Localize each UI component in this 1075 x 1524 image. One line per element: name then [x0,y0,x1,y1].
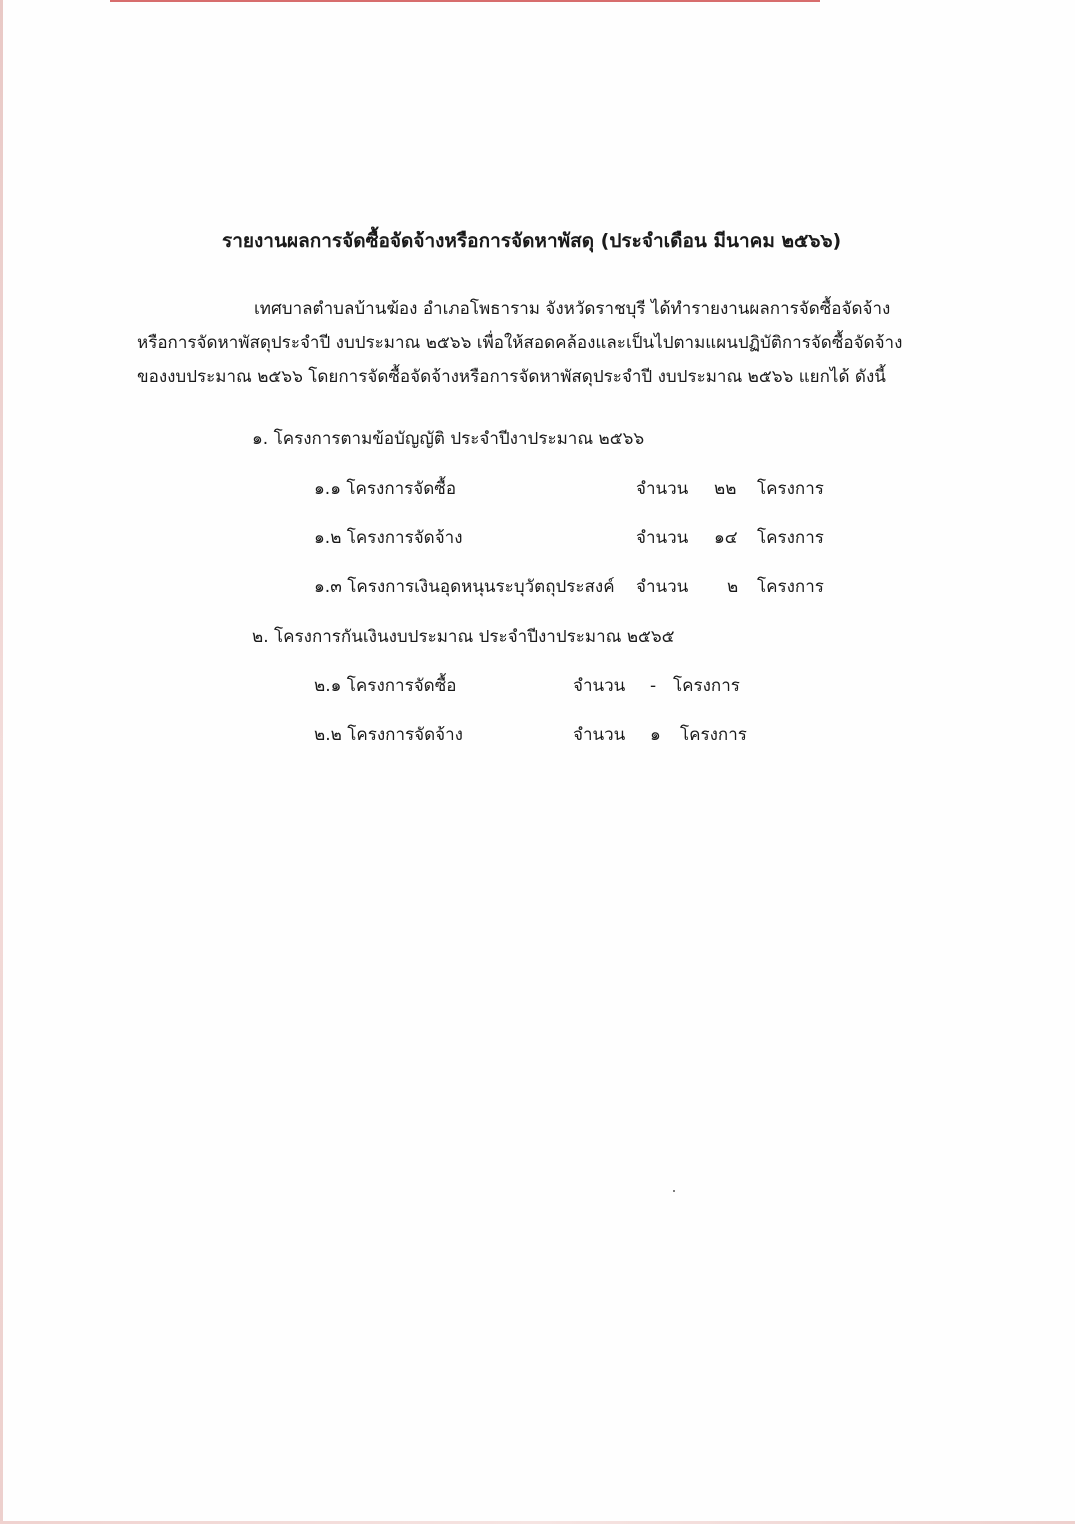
scan-edge-top [110,0,820,2]
list-item [0,671,1075,701]
item-count: ๒ [727,577,739,597]
item-count-label: จำนวน [573,676,626,696]
item-label: ๑.๓ โครงการเงินอุดหนุนระบุวัตถุประสงค์ [314,577,615,597]
section-heading: ๒. โครงการกันเงินงบประมาณ ประจำปีงาประมาณ ๒๕๖๕ [252,627,675,647]
list-item [0,523,1075,553]
item-count: ๑ [650,725,661,745]
list-item [0,720,1075,750]
scan-edge-left [0,0,3,1524]
item-count-label: จำนวน [636,528,689,548]
item-label: ๒.๑ โครงการจัดซื้อ [314,676,457,696]
intro-line: เทศบาลตำบลบ้านฆ้อง อำเภอโพธาราม จังหวัดราชบุรี ได้ทำรายงานผลการจัดซื้อจัดจ้าง [254,299,891,319]
item-count: ๑๔ [714,528,738,548]
item-label: ๒.๒ โครงการจัดจ้าง [314,725,463,745]
scan-speck [673,1190,675,1192]
document-title: รายงานผลการจัดซื้อจัดจ้างหรือการจัดหาพัสดุ (ประจำเดือน มีนาคม ๒๕๖๖) [222,230,842,252]
intro-line: หรือการจัดหาพัสดุประจำปี งบประมาณ ๒๕๖๖ เพื่อให้สอดคล้องและเป็นไปตามแผนปฏิบัติการจัดซื้อจัดจ้าง [137,333,903,353]
item-count-label: จำนวน [573,725,626,745]
item-label: ๑.๑ โครงการจัดซื้อ [314,479,457,499]
item-unit: โครงการ [757,528,824,548]
item-count-label: จำนวน [636,577,689,597]
list-item [0,474,1075,504]
item-unit: โครงการ [680,725,747,745]
item-unit: โครงการ [673,676,740,696]
intro-line: ของงบประมาณ ๒๕๖๖ โดยการจัดซื้อจัดจ้างหรือการจัดหาพัสดุประจำปี งบประมาณ ๒๕๖๖ แยกได้ ดังนี้ [137,367,886,387]
item-count-label: จำนวน [636,479,689,499]
item-unit: โครงการ [757,577,824,597]
intro-paragraph [137,292,937,394]
list-item [0,572,1075,602]
item-count: - [650,676,657,696]
section-heading: ๑. โครงการตามข้อบัญญัติ ประจำปีงาประมาณ ๒๕๖๖ [252,429,645,449]
item-count: ๒๒ [714,479,737,499]
item-unit: โครงการ [757,479,824,499]
item-label: ๑.๒ โครงการจัดจ้าง [314,528,463,548]
